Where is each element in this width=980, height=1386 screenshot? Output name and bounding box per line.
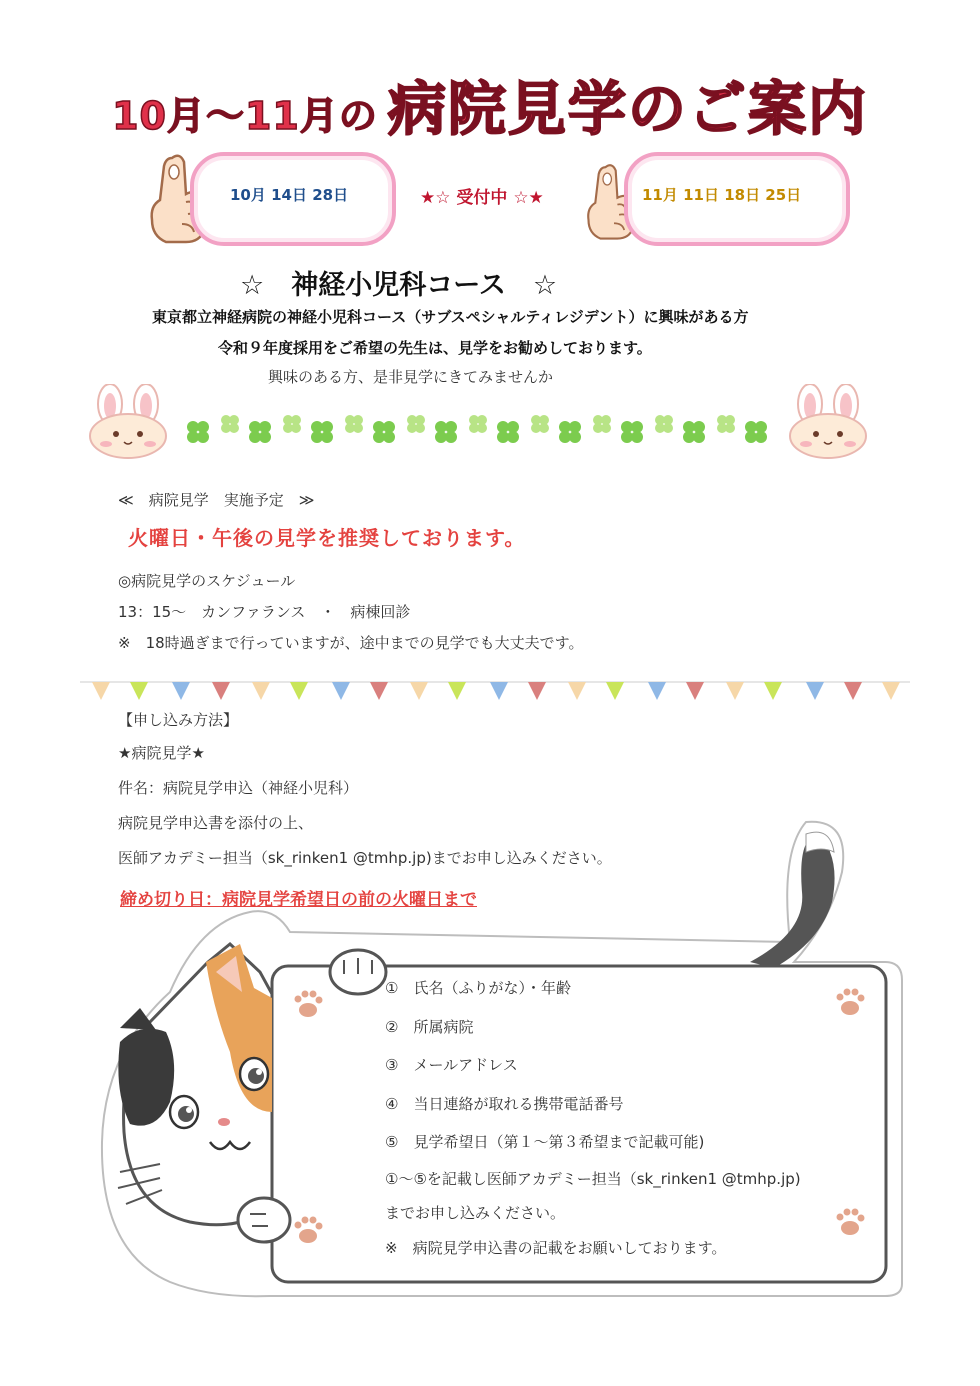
course-title: ☆ 神経小児科コース ☆ [240,270,558,301]
clover-row [187,415,767,443]
title-main: 病院見学のご案内 [387,75,868,143]
page-title [0,62,980,146]
course-intro-line1: 東京都立神経病院の神経小児科コース（サブスペシャルティレジデント）に興味がある方 [152,308,749,326]
rabbit-left-icon [90,384,166,458]
board-item-4: ④ 当日連絡が取れる携帯電話番号 [385,1095,624,1113]
october-dates: 10月 14日 28日 [230,186,349,204]
title-months: 10月～11月の [112,94,378,138]
accepting-label: ★☆ 受付中 ☆★ [420,188,544,208]
application-subject: 件名：病院見学申込（神経小児科） [118,779,359,797]
board-footer-2: までお申し込みください。 [385,1204,566,1222]
application-contact: 医師アカデミー担当（sk_rinken1 @tmhp.jp)までお申し込みください。 [118,849,612,867]
schedule-label: ◎病院見学のスケジュール [118,572,296,590]
board-item-1: ① 氏名（ふりがな）・年齢 [385,979,571,997]
schedule-heading: ≪ 病院見学 実施予定 ≫ [118,491,315,509]
board-footer-3: ※ 病院見学申込書の記載をお願いしております。 [385,1239,727,1257]
board-item-3: ③ メールアドレス [385,1056,518,1074]
rabbit-right-icon [790,384,866,458]
application-type: ★病院見学★ [118,744,205,762]
application-deadline: 締め切り日：病院見学希望日の前の火曜日まで [120,890,477,910]
course-intro-line3: 興味のある方、是非見学にきてみませんか [268,368,554,386]
rabbit-clover-garland [88,384,888,460]
board-item-2: ② 所属病院 [385,1018,474,1036]
board-footer-1: ①～⑤を記載し医師アカデミー担当（sk_rinken1 @tmhp.jp) [385,1170,801,1188]
course-intro-line2: 令和９年度採用をご希望の先生は、見学をお勧めしております。 [218,339,652,357]
application-heading: 【申し込み方法】 [118,711,239,729]
schedule-note: ※ 18時過ぎまで行っていますが、途中までの見学でも大丈夫です。 [118,634,584,652]
bunting-garland [80,678,910,706]
schedule-recommend: 火曜日・午後の見学を推奨しております。 [128,526,526,550]
application-attach: 病院見学申込書を添付の上、 [118,814,314,832]
board-item-5: ⑤ 見学希望日（第１～第３希望まで記載可能) [385,1133,705,1151]
november-dates: 11月 11日 18日 25日 [642,186,802,204]
schedule-time: 13：15～ カンファランス ・ 病棟回診 [118,603,411,621]
